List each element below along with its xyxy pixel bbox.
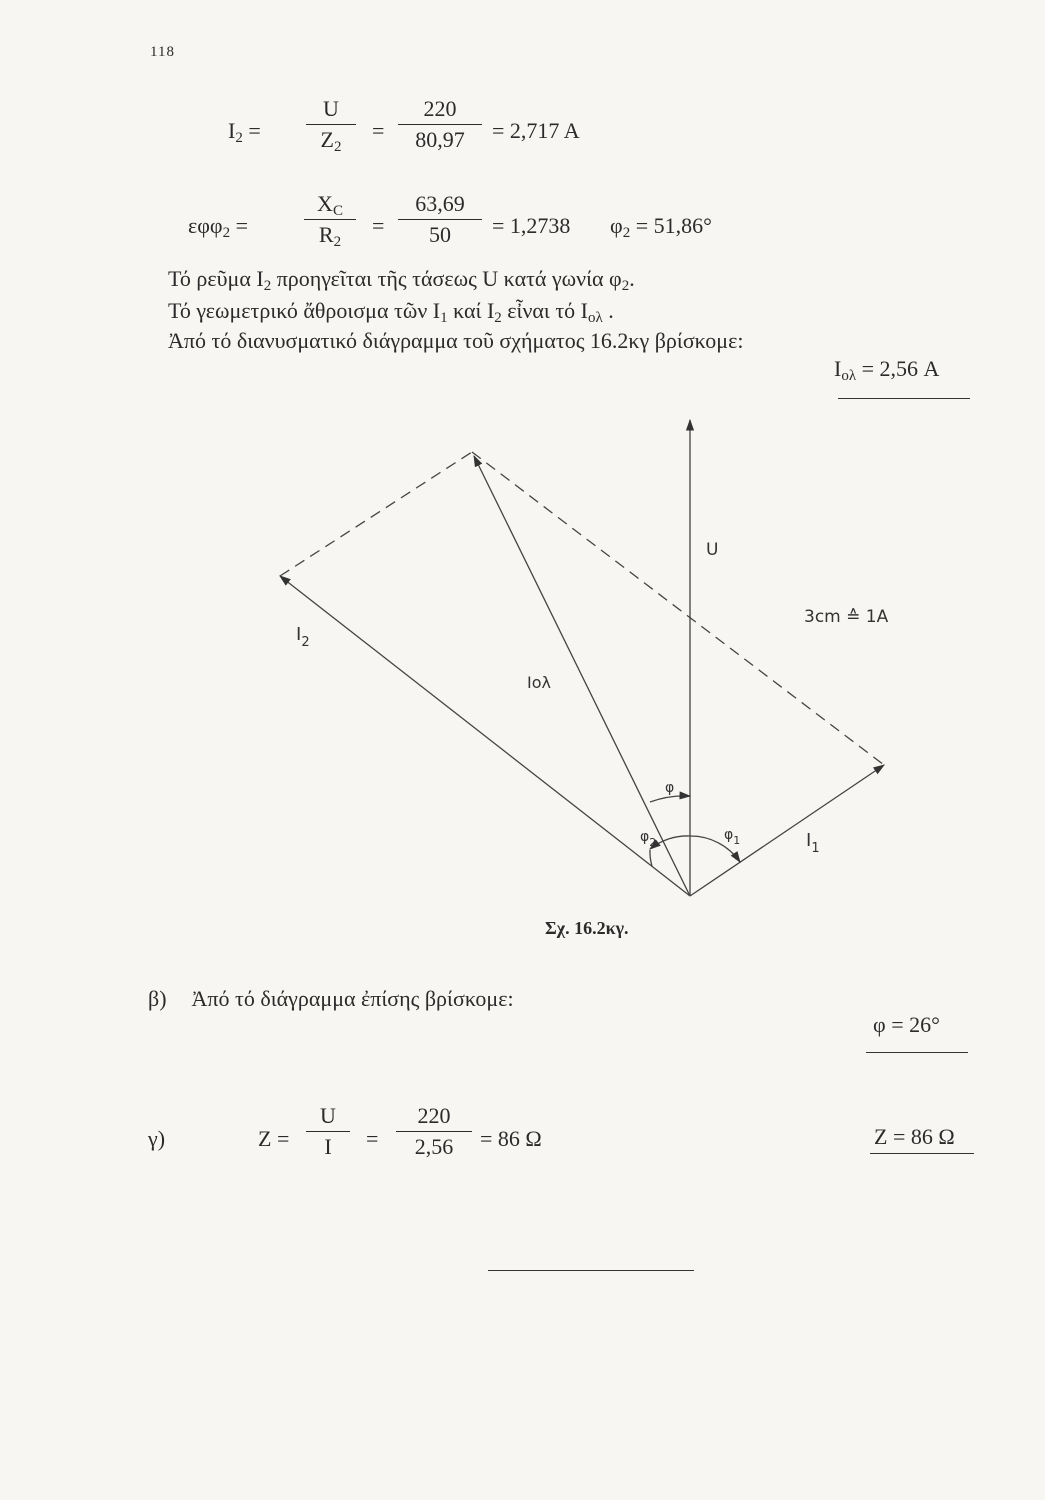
label-u: U	[706, 540, 719, 560]
label-i1: $I_1$	[806, 830, 820, 856]
vector-iol	[474, 456, 690, 896]
dashed-edge-left	[280, 452, 472, 576]
part-c-lhs: Z =	[258, 1126, 290, 1151]
eq2-equals: =	[235, 213, 249, 238]
part-c-label: γ)	[148, 1126, 166, 1151]
eq2-frac2-denominator: 50	[429, 222, 451, 247]
label-scale: 3cm ≙ 1A	[804, 607, 889, 627]
label-phi2: $\varphi_2$	[640, 829, 657, 849]
arc-phi2-down	[650, 850, 652, 866]
page-number: 118	[150, 44, 175, 60]
label-i2: $I_2$	[296, 624, 310, 650]
eq1-frac2-denominator: 80,97	[415, 127, 465, 152]
eq1-lhs-symbol: I	[228, 118, 236, 143]
eq1-frac2-numerator: 220	[423, 96, 457, 121]
part-c-underline	[870, 1153, 974, 1154]
part-c-frac2-denominator: 2,56	[414, 1134, 454, 1159]
figure-caption: Σχ. 16.2κγ.	[545, 918, 629, 938]
eq1-equals: =	[248, 118, 261, 143]
part-c-frac1-denominator: I	[324, 1134, 332, 1159]
eq1-lhs-subscript: 2	[235, 130, 243, 146]
eq1-frac1-numerator: U	[323, 96, 339, 121]
vector-i1	[690, 765, 884, 896]
part-c-fraction-values	[396, 1103, 472, 1160]
part-c-fraction-u-i	[306, 1103, 350, 1160]
eq1-equals-2: =	[372, 118, 385, 143]
eq2-lhs-subscript: 2	[222, 225, 231, 241]
eq2-frac1-denominator: $R_2$	[318, 222, 342, 250]
part-c-final: Z = 86 Ω	[874, 1124, 955, 1149]
eq1-frac1-denominator: $Z_2$	[320, 127, 342, 155]
part-b-label: β)	[148, 986, 167, 1011]
text-line-2: Τό γεωμετρικό ἄθροισμα τῶν $I_1$ καί $I_2$ εἶναι τό $I_{o\lambda}$ .	[168, 298, 614, 326]
text-line-3: Ἀπό τό διανυσματικό διάγραμμα τοῦ σχήματος 16.2κγ βρίσκομε:	[168, 328, 744, 353]
eq2-lhs-symbol: εφφ	[188, 213, 223, 238]
eq2-frac2-numerator: 63,69	[415, 191, 465, 216]
eq2-equals-2: =	[372, 213, 385, 238]
part-b-line	[148, 986, 514, 1012]
arc-phi	[650, 796, 690, 802]
section-end-rule	[488, 1270, 694, 1271]
part-c-equals: =	[366, 1126, 379, 1151]
part-c-frac1-numerator: U	[320, 1103, 336, 1128]
eq2-phi2-value: $\varphi_2 = 51,86^\circ$	[610, 213, 712, 241]
vector-i2	[280, 576, 690, 896]
eq1-result: = 2,717 A	[492, 118, 580, 143]
part-c-frac2-numerator: 220	[417, 1103, 451, 1128]
part-b-result: φ = 26°	[873, 1012, 940, 1037]
label-phi1: $\varphi_1$	[724, 827, 741, 847]
text-line-1: Τό ρεῦμα $I_2$ προηγεῖται τῆς τάσεως U κατά γωνία $\varphi_2$.	[168, 266, 635, 294]
part-b-text: Ἀπό τό διάγραμμα ἐπίσης βρίσκομε:	[191, 986, 514, 1011]
label-phi: φ	[665, 780, 675, 796]
label-iol: Iολ	[527, 673, 551, 692]
result-iol: $I_{o\lambda} = 2,56$ A	[834, 356, 940, 384]
eq2-frac1-numerator: $X_C$	[317, 191, 343, 219]
part-b-underline	[866, 1052, 968, 1053]
part-c-result: = 86 Ω	[480, 1126, 542, 1151]
eq2-result: = 1,2738	[492, 213, 571, 238]
